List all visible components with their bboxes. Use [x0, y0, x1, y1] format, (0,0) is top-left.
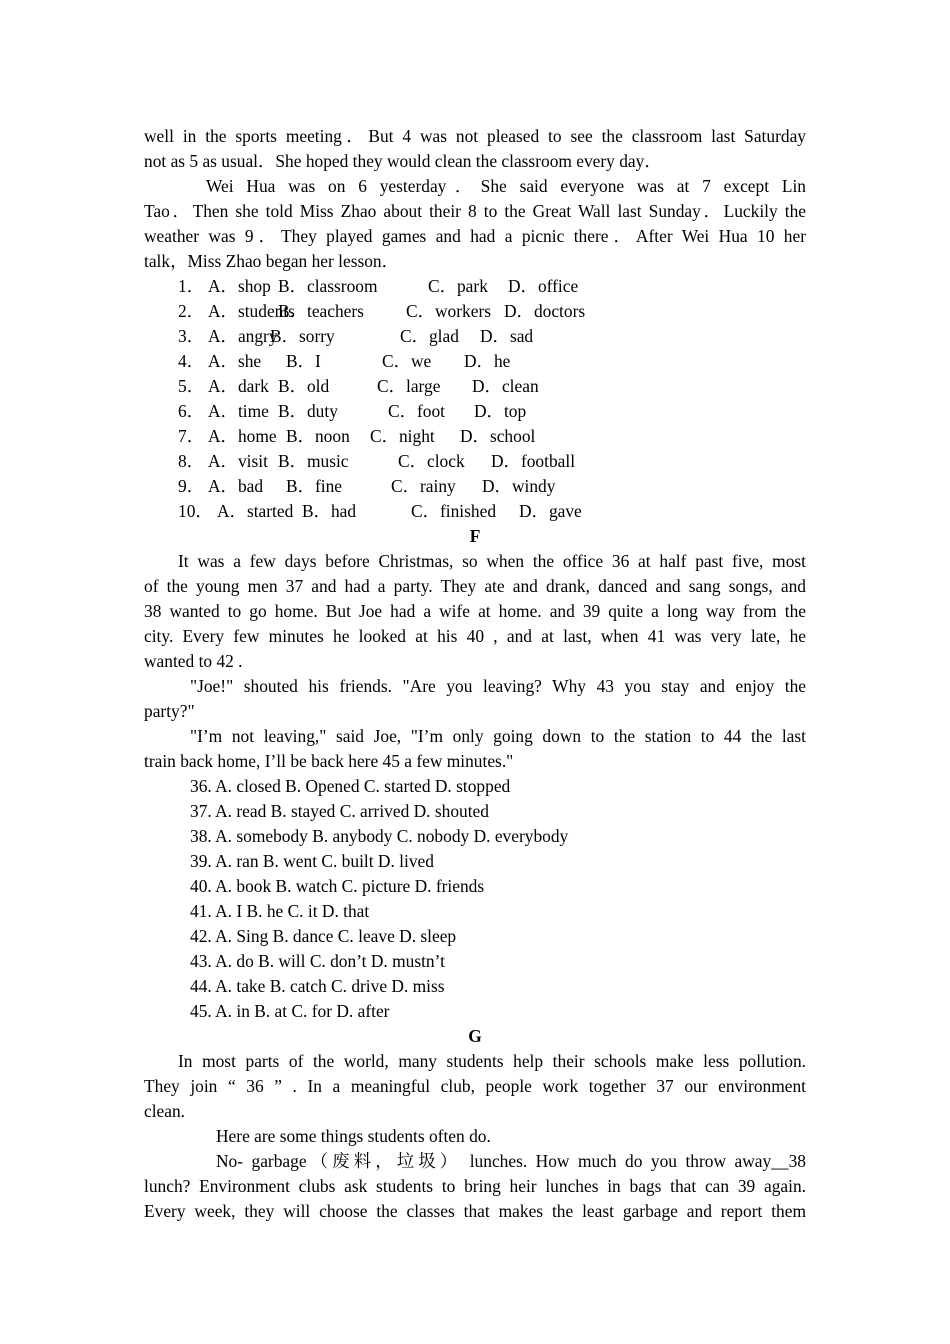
question-item [144, 399, 806, 424]
paragraph-line: lunch? Environment clubs ask students to bring heir lunches in bags that can 39 again. [144, 1176, 806, 1196]
option-c: C．we [382, 351, 432, 371]
option-a: A．students [208, 301, 295, 321]
option-b: B．classroom [278, 276, 378, 296]
option-c: C．large [377, 376, 441, 396]
option-d: D．football [491, 451, 576, 471]
question-item: 41. A. I B. he C. it D. that [190, 901, 370, 921]
paragraph-line: well in the sports meeting．But 4 was not pleased to see the classroom last Saturday [144, 126, 806, 146]
option-a: A．visit [208, 451, 268, 471]
question-item: 37. A. read B. stayed C. arrived D. shouted [190, 801, 489, 821]
question-item: 45. A. in B. at C. for D. after [190, 1001, 390, 1021]
paragraph-line: not as 5 as usual．She hoped they would clean the classroom every day． [144, 151, 662, 171]
paragraph-line: They join “ 36 ” . In a meaningful club, people work together 37 our environment [144, 1076, 806, 1096]
option-c: C．finished [411, 501, 497, 521]
option-c: C．park [428, 276, 488, 296]
paragraph-line: city. Every few minutes he looked at his 40 , and at last, when 41 was very late, he [144, 626, 806, 646]
question-item [144, 449, 806, 474]
option-d: D．doctors [504, 301, 586, 321]
option-c: C．rainy [391, 476, 456, 496]
paragraph-line: It was a few days before Christmas, so when the office 36 at half past five, most [178, 551, 806, 571]
question-number: 4． [178, 351, 205, 371]
question-item [144, 349, 806, 374]
question-number: 6． [178, 401, 205, 421]
option-b: B．I [286, 351, 321, 371]
option-b: B．old [278, 376, 330, 396]
question-item: 39. A. ran B. went C. built D. lived [190, 851, 434, 871]
option-d: D．school [460, 426, 536, 446]
question-item: 44. A. take B. catch C. drive D. miss [190, 976, 445, 996]
option-a: A．home [208, 426, 277, 446]
question-number: 1． [178, 276, 205, 296]
option-d: D．sad [480, 326, 534, 346]
paragraph-line: No- garbage（废料，垃圾） lunches. How much do you throw away__38 [216, 1151, 806, 1171]
option-b: B．music [278, 451, 349, 471]
paragraph-line: Every week, they will choose the classes that makes the least garbage and report them [144, 1201, 806, 1221]
option-d: D．he [464, 351, 511, 371]
paragraph-line: "Joe!" shouted his friends. "Are you leaving? Why 43 you stay and enjoy the [190, 676, 806, 696]
question-item [144, 424, 806, 449]
question-number: 10． [178, 501, 213, 521]
option-d: D．clean [472, 376, 539, 396]
option-b: B．noon [286, 426, 350, 446]
option-a: A．she [208, 351, 262, 371]
option-b: B．duty [278, 401, 338, 421]
option-b: B．teachers [278, 301, 364, 321]
option-b: B．fine [286, 476, 343, 496]
option-c: C．workers [406, 301, 492, 321]
question-item [144, 299, 806, 324]
paragraph-line: "I’m not leaving," said Joe, "I’m only going down to the station to 44 the last [190, 726, 806, 746]
question-number: 5． [178, 376, 205, 396]
paragraph-line: party?" [144, 701, 195, 721]
question-item [144, 474, 806, 499]
question-item [144, 274, 806, 299]
question-number: 2． [178, 301, 205, 321]
question-item [144, 324, 806, 349]
option-a: A．bad [208, 476, 264, 496]
question-item: 36. A. closed B. Opened C. started D. stopped [190, 776, 511, 796]
option-a: A．started [217, 501, 294, 521]
question-number: 7． [178, 426, 205, 446]
question-number: 3． [178, 326, 205, 346]
paragraph-line: Tao．Then she told Miss Zhao about their 8 to the Great Wall last Sunday．Luckily the [144, 201, 806, 221]
paragraph-line: 38 wanted to go home. But Joe had a wife at home. and 39 quite a long way from the [144, 601, 806, 621]
question-list-e [144, 274, 806, 524]
paragraph-line: of the young men 37 and had a party. They ate and drank, danced and sang songs, and [144, 576, 806, 596]
paragraph-line: clean. [144, 1101, 186, 1121]
question-list-f [144, 774, 806, 1024]
section-heading: G [468, 1026, 482, 1046]
question-item: 43. A. do B. will C. don’t D. mustn’t [190, 951, 445, 971]
question-number: 9． [178, 476, 205, 496]
question-number: 8． [178, 451, 205, 471]
option-c: C．glad [400, 326, 459, 346]
option-b: B．had [302, 501, 357, 521]
paragraph-line: weather was 9．They played games and had a picnic there．After Wei Hua 10 her [144, 226, 806, 246]
option-d: D．windy [482, 476, 556, 496]
paragraph-line: Wei Hua was on 6 yesterday．She said everyone was at 7 except Lin [206, 176, 806, 196]
paragraph-line: Here are some things students often do. [216, 1126, 491, 1146]
option-a: A．shop [208, 276, 271, 296]
paragraph-line: In most parts of the world, many students help their schools make less pollution. [178, 1051, 806, 1071]
option-c: C．clock [398, 451, 465, 471]
question-item: 42. A. Sing B. dance C. leave D. sleep [190, 926, 457, 946]
option-c: C．foot [388, 401, 446, 421]
question-item: 40. A. book B. watch C. picture D. friends [190, 876, 485, 896]
paragraph-line: talk，Miss Zhao began her lesson． [144, 251, 400, 271]
option-d: D．top [474, 401, 527, 421]
option-b: B．sorry [270, 326, 335, 346]
option-a: A．time [208, 401, 269, 421]
paragraph-line: wanted to 42 . [144, 651, 243, 671]
question-item: 38. A. somebody B. anybody C. nobody D. everybody [190, 826, 569, 846]
question-item [144, 499, 806, 524]
question-item [144, 374, 806, 399]
option-a: A．angry [208, 326, 278, 346]
paragraph-line: train back home, I’ll be back here 45 a few minutes." [144, 751, 514, 771]
option-a: A．dark [208, 376, 269, 396]
option-c: C．night [370, 426, 435, 446]
option-d: D．gave [519, 501, 582, 521]
section-heading: F [469, 526, 481, 546]
page-content [144, 124, 806, 1224]
option-d: D．office [508, 276, 579, 296]
